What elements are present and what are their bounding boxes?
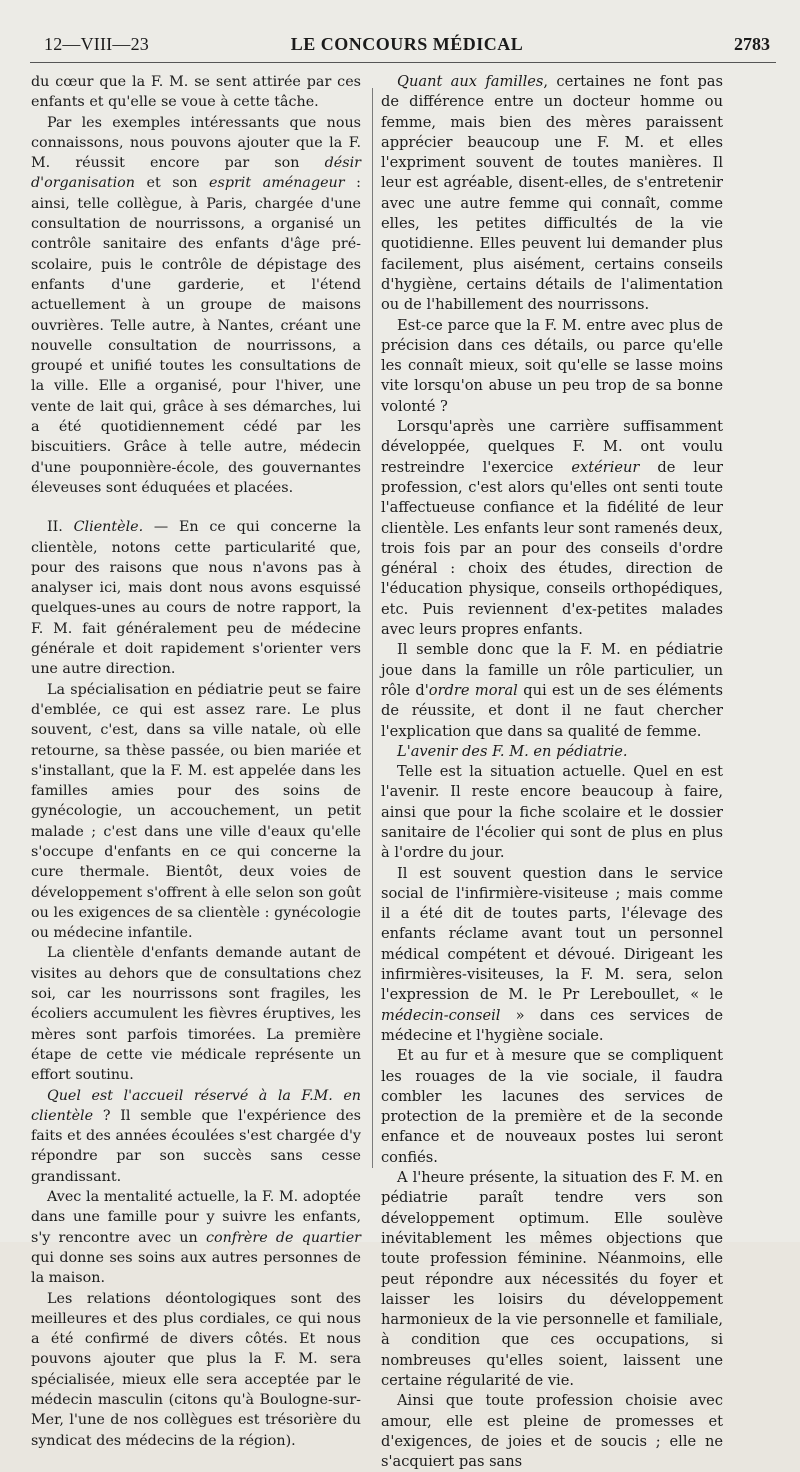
header-rule [30, 62, 776, 63]
paragraph [381, 72, 723, 316]
text-run: Avec la mentalité actuelle, la F. M. adoptée dans une famille pour y suivre les enfants, s'y rencontre avec un [31, 1189, 361, 1246]
text-run: Il est souvent question dans le service social de l'infirmière-visiteuse ; mais comme il a été dit de toutes parts, l'élevage des enfants réclame avant tout un personnel médical compétent et dévoué. Dirigeant les infirmières-visiteuses, la F. M. sera, selon l'expression de M. le Pr Lereboullet, « le [381, 864, 723, 1004]
text-run: Les relations déontologiques sont des meilleures et des plus cordiales, ce qui nous a été confirmé de divers côtés. Et nous pouvons ajouter que plus la F. M. sera spécialisée, mieux elle sera acceptée par le médecin masculin (citons qu'à Boulogne-sur-Mer, l'une de nos collègues est trésorière du syndicat des médecins de la région). [31, 1290, 361, 1449]
text-run: qui est un de ses éléments de réussite, et dont il ne faut chercher l'explication que dans sa qualité de femme. [381, 681, 724, 740]
text-run: qui donne ses soins aux autres personnes de la maison. [31, 1249, 361, 1287]
italic-text: Quel est l'accueil réservé à la F.M. en clientèle [31, 1087, 361, 1124]
text-run: La spécialisation en pédiatrie peut se faire d'emblée, ce qui est assez rare. Le plus souvent, c'est, dans sa ville natale, où elle retourne, sa thèse passée, ou bien mariée et s'installant, que la F. M. est appelée dans les familles amies pour des soins de gynécologie, un accouchement, un petit malade ; c'est dans une ville d'eaux qu'elle s'occupe d'enfants en ce qui concerne la cure thermale. Bientôt, deux voies de développement s'offrent à elle selon son goût ou les exigences de sa clientèle : gynécologie ou médecine infantile. [31, 681, 361, 942]
text-run: Est-ce parce que la F. M. entre avec plus de précision dans ces détails, ou parce qu'elle les connaît mieux, soit qu'elle se lasse moins vite lorsqu'on abuse un peu trop de sa bonne volonté ? [381, 316, 723, 415]
italic-text: désir d'organisation [31, 155, 361, 192]
paragraph [381, 1391, 723, 1472]
text-run: » dans ces services de médecine et l'hygiène sociale. [381, 1006, 723, 1044]
paragraph [31, 1187, 361, 1288]
text-run: , certaines ne font pas de différence entre un docteur homme ou femme, mais bien des mères paraissent apprécier beaucoup une F. M. et elles l'expriment souvent de toutes manières. Il leur est agréable, disent-elles, de s'entretenir avec une autre femme qui connaît, comme elles, les petites difficultés de la vie quotidienne. Elles peuvent lui demander plus facilement, plus aisément, certains conseils d'hygiène, certains détails de l'alimentation ou de l'habillement des nourrissons. [381, 73, 723, 314]
text-run: La clientèle d'enfants demande autant de visites au dehors que de consultations chez soi, car les nourrissons sont fragiles, les écoliers accumulent les fièvres éruptives, les mères sont parfois timorées. La première étape de cette vie médicale représente un effort soutinu. [31, 945, 361, 1084]
paragraph [381, 742, 723, 762]
italic-text: Quant aux familles [397, 73, 544, 90]
text-run: Telle est la situation actuelle. Quel en est l'avenir. Il reste encore beaucoup à faire, ainsi que pour la fiche scolaire et le dossier sanitaire de l'écolier qui sont de plus en plus à l'ordre du jour. [381, 763, 723, 862]
paragraph [381, 640, 723, 741]
italic-text: Clientèle. [73, 519, 144, 536]
italic-text: ordre moral [428, 681, 518, 699]
paragraph [381, 762, 723, 863]
paragraph [31, 680, 361, 944]
paragraph [381, 417, 723, 640]
paragraph [381, 1046, 723, 1168]
paragraph [381, 316, 723, 417]
text-run: Par les exemples intéressants que nous connaissons, nous pouvons ajouter que la F. M. réussit encore par son [31, 114, 361, 172]
italic-text: L'avenir des F. M. en pédiatrie. [397, 742, 628, 760]
page-header [44, 34, 770, 60]
journal-title: LE CONCOURS MÉDICAL [290, 34, 524, 54]
page-number: 2783 [734, 34, 770, 54]
column-divider [372, 88, 373, 1168]
issue-date: 12—VIII—23 [44, 34, 149, 54]
text-run: du cœur que la F. M. se sent attirée par ces enfants et qu'elle se voue à cette tâche. [31, 74, 361, 111]
text-run: Et au fur et à mesure que se compliquent les rouages de la vie sociale, il faudra combler les lacunes des services de protection de la première et de la seconde enfance et de nouveaux postes lui seront confiés. [381, 1047, 723, 1166]
text-run: de leur profession, c'est alors qu'elles ont senti toute l'affectueuse confiance et la fidélité de leur clientèle. Les enfants leur sont ramenés deux, trois fois par an pour des conseils d'ordre général : choix des études, direction de l'éducation physique, conseils orthopédiques, etc. Puis reviennent d'ex-petites malades avec leurs propres enfants. [381, 458, 723, 639]
text-run: II. [47, 519, 74, 536]
right-column [381, 72, 723, 1472]
paragraph [31, 943, 361, 1085]
text-run: : ainsi, telle collègue, à Paris, chargée d'une consultation de nourrissons, a organisé un contrôle sanitaire des enfants d'âge pré-scolaire, puis le contrôle de dépistage des enfants d'une garderie, et l'étend actuellement à un groupe de maisons ouvrières. Telle autre, à Nantes, créant une nouvelle consultation de nourrissons, a groupé et unifié toutes les consultations de la ville. Elle a organisé, pour l'hiver, une vente de lait qui, grâce à ses démarches, lui a été quotidiennement cédé par les biscuitiers. Grâce à telle autre, médecin d'une pouponnière-école, des gouvernantes éleveuses sont éduquées et placées. [31, 175, 361, 496]
text-run: Ainsi que toute profession choisie avec amour, elle est pleine de promesses et d'exigences, de joies et de soucis ; elle ne s'acquiert pas sans [381, 1392, 723, 1471]
paragraph [31, 1086, 361, 1187]
italic-text: confrère de quartier [205, 1229, 361, 1246]
italic-text: esprit aménageur [209, 175, 345, 192]
paragraph [31, 113, 361, 499]
left-column [31, 72, 361, 1451]
italic-text: médecin-conseil [381, 1006, 501, 1024]
paragraph [381, 864, 723, 1047]
paragraph [31, 1289, 361, 1451]
paragraph [31, 517, 361, 679]
text-run: — En ce qui concerne la clientèle, notons cette particularité que, pour des raisons que nous n'avons pas à analyser ici, mais dont nous avons esquissé quelques-unes au cours de notre rapport, la F. M. fait généralement peu de médecine générale et doit rapidement s'orienter vers une autre direction. [31, 519, 361, 678]
text-run: et son [134, 175, 210, 192]
italic-text: extérieur [571, 458, 640, 476]
text-run: A l'heure présente, la situation des F. M. en pédiatrie paraît tendre vers son développement optimum. Elle soulève inévitablement les mêmes objections que toute profession féminine. Néanmoins, elle peut répondre aux nécessités du foyer et laisser les loisirs du développement harmonieux de la vie personnelle et familiale, à condition que ces occupations, si nombreuses qu'elles soient, laissent une certaine régularité de vie. [381, 1169, 723, 1389]
text-run: Il semble donc que la F. M. en pédiatrie joue dans la famille un rôle particulier, un rôle d' [381, 641, 723, 699]
paragraph [381, 1168, 723, 1391]
text-run: ? Il semble que l'expérience des faits et des années écoulées s'est chargée d'y répondre par son succès sans cesse grandissant. [31, 1107, 361, 1185]
text-run: Lorsqu'après une carrière suffisamment développée, quelques F. M. ont voulu restreindre l'exercice [381, 418, 723, 476]
paragraph [31, 72, 361, 113]
